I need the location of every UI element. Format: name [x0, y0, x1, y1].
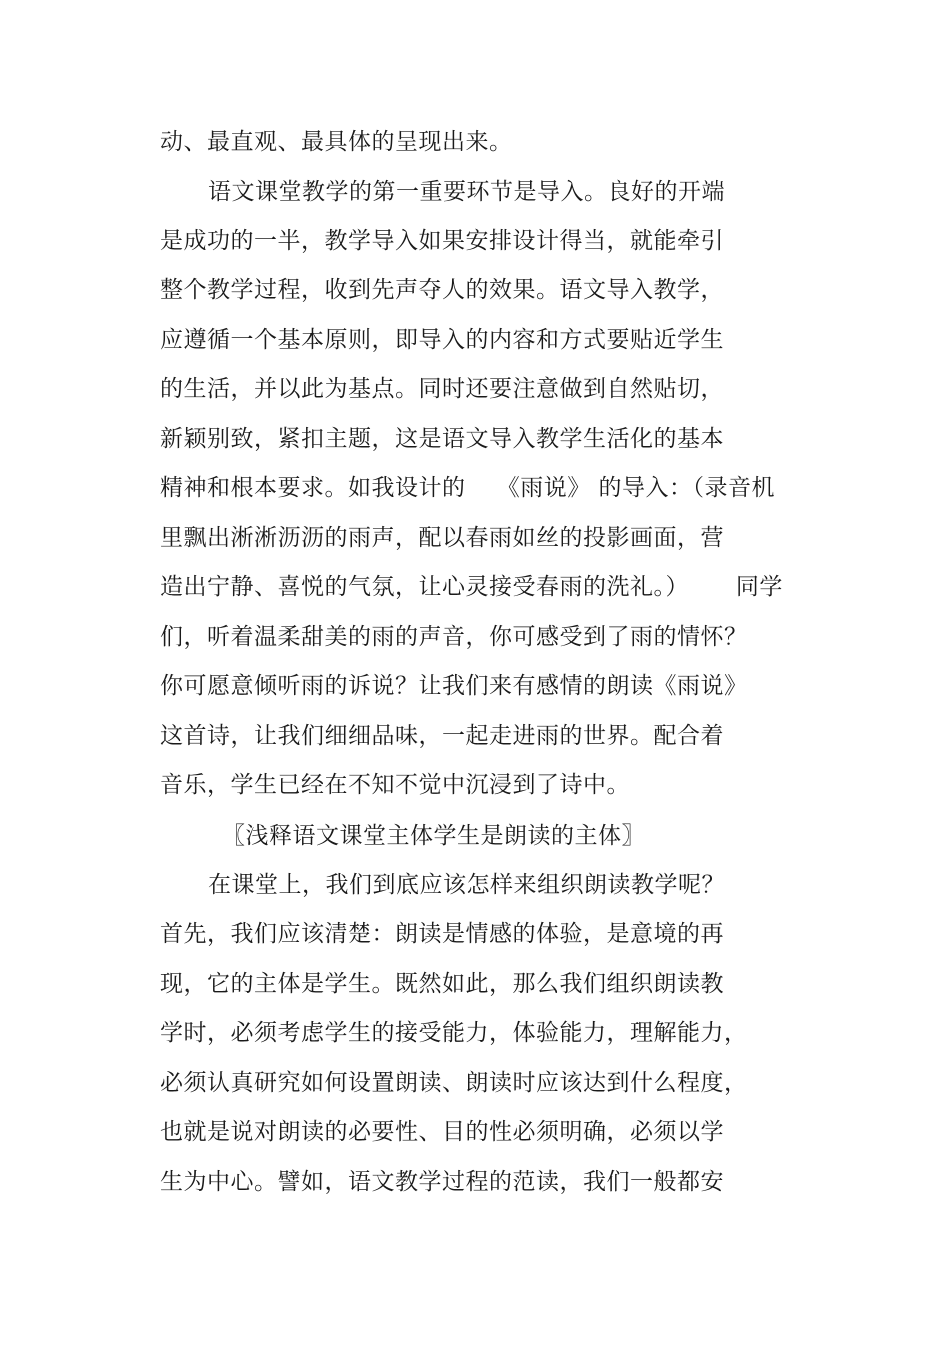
text-line: 生为中心。譬如，语文教学过程的范读，我们一般都安 — [160, 1169, 724, 1195]
section-heading: 〖浅释语文课堂主体学生是朗读的主体〗 — [222, 823, 645, 849]
text-line: 造出宁静、喜悦的气氛，让心灵接受春雨的洗礼。） 同学 — [160, 574, 783, 600]
text-line: 也就是说对朗读的必要性、目的性必须明确，必须以学 — [160, 1119, 724, 1145]
text-line: 的生活，并以此为基点。同时还要注意做到自然贴切， — [160, 376, 724, 402]
text-line: 你可愿意倾听雨的诉说？让我们来有感情的朗读《雨说》 — [160, 673, 748, 699]
text-line: 里飘出淅淅沥沥的雨声，配以春雨如丝的投影画面，营 — [160, 525, 724, 551]
text-line: 整个教学过程，收到先声夺人的效果。语文导入教学， — [160, 277, 724, 303]
text-line: 必须认真研究如何设置朗读、朗读时应该达到什么程度， — [160, 1070, 748, 1096]
text-line: 们，听着温柔甜美的雨的声音，你可感受到了雨的情怀？ — [160, 624, 748, 650]
text-line: 应遵循一个基本原则，即导入的内容和方式要贴近学生 — [160, 327, 724, 353]
text-line: 动、最直观、最具体的呈现出来。 — [160, 129, 513, 155]
text-line: 音乐，学生已经在不知不觉中沉浸到了诗中。 — [160, 772, 630, 798]
text-line: 现，它的主体是学生。既然如此，那么我们组织朗读教 — [160, 971, 724, 997]
text-line: 是成功的一半，教学导入如果安排设计得当，就能牵引 — [160, 228, 724, 254]
text-line: 新颖别致，紧扣主题，这是语文导入教学生活化的基本 — [160, 426, 724, 452]
text-line: 学时，必须考虑学生的接受能力，体验能力，理解能力， — [160, 1020, 748, 1046]
text-line: 精神和根本要求。如我设计的 《雨说》 的导入：（录音机 — [160, 475, 776, 501]
paragraph-first-line: 语文课堂教学的第一重要环节是导入。良好的开端 — [208, 179, 725, 205]
text-line: 首先，我们应该清楚：朗读是情感的体验，是意境的再 — [160, 921, 724, 947]
paragraph-first-line: 在课堂上，我们到底应该怎样来组织朗读教学呢？ — [208, 872, 725, 898]
text-line: 这首诗，让我们细细品味，一起走进雨的世界。配合着 — [160, 723, 724, 749]
